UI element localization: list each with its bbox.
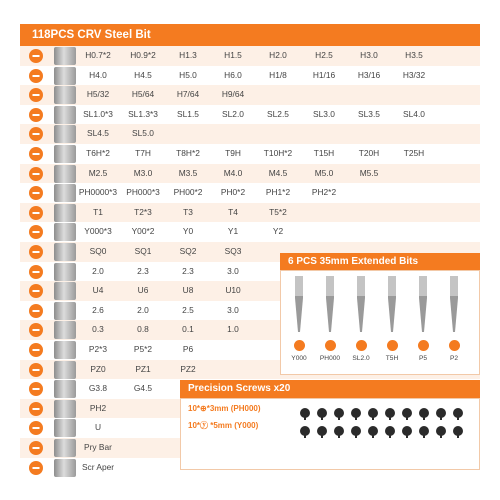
bit-type-icon: [294, 340, 305, 351]
table-cell: H5/32: [86, 89, 110, 100]
table-cell: PH000*3: [126, 187, 160, 198]
table-cell: G4.5: [133, 383, 153, 394]
extended-bit-image: [323, 276, 337, 336]
table-cell: [392, 203, 436, 223]
bit-type-icon: [449, 340, 460, 351]
table-cell: Y000*3: [84, 226, 112, 237]
table-cell: M2.5: [88, 167, 108, 178]
screw-spec-2: 10*ⓨ *5mm (Y000): [188, 421, 259, 430]
table-cell: PZ0: [90, 363, 106, 374]
table-cell: 3.0: [227, 265, 239, 276]
screw-icon: [402, 408, 412, 418]
screw-icon: [300, 408, 310, 418]
table-cell: M3.0: [133, 167, 153, 178]
screw-icon: [300, 426, 310, 436]
table-cell: 0.8: [137, 324, 149, 335]
table-cell: [302, 203, 346, 223]
table-cell: SL5.0: [132, 128, 154, 139]
table-cell: P2*3: [88, 344, 108, 354]
table-row: [20, 85, 480, 105]
screw-icon: [351, 426, 361, 436]
table-cell: SQ1: [134, 246, 152, 256]
table-cell: U10: [225, 285, 241, 296]
table-cell: 2.5: [182, 304, 194, 315]
table-cell: 2.6: [92, 304, 104, 315]
table-cell: [392, 164, 436, 184]
table-cell: H1.3: [179, 50, 197, 60]
bit-image: [54, 419, 76, 437]
table-cell: Scr Aper: [81, 461, 115, 472]
table-cell: [121, 399, 165, 419]
table-cell: U: [94, 422, 102, 433]
table-cell: [256, 85, 300, 105]
table-cell: T8H*2: [176, 148, 200, 158]
table-cell: H7/64: [176, 89, 200, 100]
table-cell: H4.5: [134, 69, 152, 80]
screw-icon: [419, 408, 429, 418]
table-cell: H0.7*2: [85, 50, 111, 60]
table-cell: SL3.0: [313, 108, 335, 119]
screw-icon: [453, 408, 463, 418]
table-cell: T15H: [313, 148, 335, 158]
screws-title: Precision Screws x20: [180, 380, 480, 398]
table-row: [20, 46, 480, 66]
extended-bit-image: [447, 276, 461, 336]
screw-icon: [385, 426, 395, 436]
hex-icon: [28, 48, 44, 64]
star-icon: [28, 342, 44, 358]
table-cell: [347, 124, 391, 144]
table-cell: 2.3: [182, 265, 194, 276]
table-cell: P5*2: [133, 344, 153, 354]
table-cell: T9H: [225, 148, 241, 158]
table-cell: SL1.5: [177, 108, 199, 119]
table-cell: M3.5: [178, 167, 198, 178]
screw-icon: [368, 408, 378, 418]
table-cell: [211, 360, 255, 380]
u-shape-icon: [28, 283, 44, 299]
table-cell: [211, 124, 255, 144]
bit-image: [54, 302, 76, 320]
table-cell: H4.0: [89, 69, 107, 80]
table-cell: PH0*2: [220, 187, 246, 198]
slotted-icon: [28, 107, 44, 123]
table-cell: H5.0: [179, 69, 197, 80]
table-cell: [302, 222, 346, 242]
table-cell: SL3.5: [358, 108, 380, 119]
table-cell: H6.0: [224, 69, 242, 80]
table-cell: H5/64: [131, 89, 155, 100]
table-cell: T10H*2: [263, 148, 293, 158]
table-cell: 2.0: [92, 265, 104, 276]
table-cell: SL1.0*3: [83, 108, 113, 119]
table-row: [20, 183, 480, 203]
table-cell: [302, 124, 346, 144]
table-cell: H3.0: [360, 50, 378, 60]
screw-icon: [436, 426, 446, 436]
table-cell: T3: [183, 206, 193, 217]
extended-bit-image: [416, 276, 430, 336]
table-cell: [347, 85, 391, 105]
table-cell: 2.3: [137, 265, 149, 276]
table-cell: M5.0: [314, 167, 334, 178]
bit-image: [54, 106, 76, 124]
pozi-icon: [28, 362, 44, 378]
table-cell: H0.9*2: [130, 50, 156, 60]
table-cell: [347, 222, 391, 242]
screw-icon: [419, 426, 429, 436]
bit-image: [54, 47, 76, 65]
table-row: [20, 124, 480, 144]
screw-icon: [351, 408, 361, 418]
table-cell: [392, 183, 436, 203]
table-cell: PH0000*3: [78, 187, 118, 198]
bit-image: [54, 361, 76, 379]
bit-image: [54, 184, 76, 202]
screw-spec-1: 10*⊕*3mm (PH000): [188, 404, 261, 413]
table-cell: [302, 85, 346, 105]
bit-image: [54, 165, 76, 183]
screw-icon: [368, 426, 378, 436]
table-cell: PH1*2: [265, 187, 291, 198]
table-cell: H2.5: [315, 50, 333, 60]
table-cell: SL4.5: [87, 128, 109, 139]
extended-bit-label: P5: [418, 355, 428, 362]
metric-icon: [28, 166, 44, 182]
table-cell: M5.5: [359, 167, 379, 178]
table-cell: H3/32: [402, 69, 426, 80]
table-cell: SL4.0: [403, 108, 425, 119]
extended-bit-label: T5H: [385, 355, 399, 362]
table-cell: H1/8: [269, 69, 287, 80]
extended-bit-label: Y000: [291, 355, 307, 362]
table-cell: H1/16: [312, 69, 336, 80]
table-row: [20, 105, 480, 125]
table-cell: P6: [182, 344, 194, 354]
bit-image: [54, 86, 76, 104]
table-cell: [347, 183, 391, 203]
table-cell: H2.0: [269, 50, 287, 60]
table-cell: M4.5: [268, 167, 288, 178]
table-cell: T25H: [403, 148, 425, 158]
table-cell: SQ2: [179, 246, 197, 256]
screw-icon: [334, 408, 344, 418]
table-cell: SQ3: [224, 246, 242, 256]
tri-wing-icon: [28, 224, 44, 240]
table-cell: 2.0: [137, 304, 149, 315]
bit-type-icon: [325, 340, 336, 351]
bit-image: [54, 125, 76, 143]
table-row: [20, 222, 480, 242]
screw-icon: [402, 426, 412, 436]
table-cell: SL2.5: [267, 108, 289, 119]
table-cell: [392, 85, 436, 105]
square-icon: [28, 244, 44, 260]
bit-image: [54, 321, 76, 339]
extended-bit-label: PH000: [319, 355, 341, 362]
table-cell: G3.8: [88, 383, 108, 394]
table-cell: T7H: [135, 148, 151, 158]
bit-image: [54, 263, 76, 281]
table-cell: 0.3: [92, 324, 104, 335]
table-cell: H1.5: [224, 50, 242, 60]
table-cell: H3/16: [357, 69, 381, 80]
bit-image: [54, 243, 76, 261]
torx-hole-icon: [28, 146, 44, 162]
page-title: 118PCS CRV Steel Bit: [20, 24, 480, 46]
bit-image: [54, 439, 76, 457]
table-cell: T1: [93, 206, 103, 217]
table-row: [20, 144, 480, 164]
table-cell: [392, 124, 436, 144]
table-row: [20, 164, 480, 184]
bit-image: [54, 223, 76, 241]
pry-bar-icon: [28, 440, 44, 456]
bit-image: [54, 400, 76, 418]
bit-image: [54, 341, 76, 359]
table-cell: [347, 203, 391, 223]
table-cell: [392, 222, 436, 242]
table-cell: U8: [182, 285, 194, 296]
table-cell: Y2: [272, 226, 284, 237]
table-cell: PH2*2: [311, 187, 337, 198]
extended-bits-title: 6 PCS 35mm Extended Bits: [280, 253, 480, 270]
phillips-icon: [28, 401, 44, 417]
table-cell: M4.0: [223, 167, 243, 178]
table-cell: H3.5: [405, 50, 423, 60]
extended-bit-image: [354, 276, 368, 336]
table-cell: PZ2: [180, 363, 196, 374]
table-cell: T2*3: [134, 206, 152, 217]
slotted-icon: [28, 126, 44, 142]
triangle-icon: [28, 264, 44, 280]
screw-icon: [385, 408, 395, 418]
bit-type-icon: [387, 340, 398, 351]
extended-bit-label: SL2.0: [352, 355, 370, 362]
hex-icon: [28, 68, 44, 84]
extended-bit-image: [385, 276, 399, 336]
scraper-icon: [28, 460, 44, 476]
screw-icon: [317, 408, 327, 418]
table-cell: PH2: [89, 402, 107, 413]
table-cell: H9/64: [221, 89, 245, 100]
table-cell: T20H: [358, 148, 380, 158]
table-cell: T5*2: [269, 206, 287, 217]
table-row: [20, 203, 480, 223]
bit-type-icon: [356, 340, 367, 351]
screw-icon: [317, 426, 327, 436]
table-cell: SL2.0: [222, 108, 244, 119]
extended-bit-image: [292, 276, 306, 336]
screw-icon: [453, 426, 463, 436]
table-cell: Pry Bar: [84, 442, 112, 452]
bit-image: [54, 459, 76, 477]
table-cell: SQ0: [89, 246, 107, 256]
torx-icon: [28, 205, 44, 221]
bit-image: [54, 204, 76, 222]
table-cell: T4: [228, 206, 238, 217]
table-cell: [121, 458, 165, 478]
table-cell: PZ1: [135, 363, 151, 374]
gear-icon: [28, 381, 44, 397]
table-cell: T6H*2: [86, 148, 110, 158]
bit-image: [54, 380, 76, 398]
pentalobe-icon: [28, 303, 44, 319]
table-cell: U4: [92, 285, 104, 296]
table-cell: [121, 438, 165, 458]
bit-image: [54, 145, 76, 163]
table-cell: Y00*2: [131, 226, 155, 237]
table-cell: Y0: [182, 226, 194, 237]
table-cell: 0.1: [182, 324, 194, 335]
spanner-icon: [28, 322, 44, 338]
bit-image: [54, 67, 76, 85]
table-cell: [256, 124, 300, 144]
phillips-icon: [28, 185, 44, 201]
table-cell: [211, 340, 255, 360]
table-cell: 1.0: [227, 324, 239, 335]
table-row: [20, 66, 480, 86]
table-cell: SL1.3*3: [128, 108, 158, 119]
bit-image: [54, 282, 76, 300]
table-cell: [166, 124, 210, 144]
table-cell: 3.0: [227, 304, 239, 315]
extended-bit-label: P2: [449, 355, 459, 362]
screw-icon: [334, 426, 344, 436]
hex-icon: [28, 87, 44, 103]
u-shape-icon: [28, 420, 44, 436]
table-cell: U6: [137, 285, 149, 296]
table-cell: [121, 418, 165, 438]
table-cell: Y1: [227, 226, 239, 237]
table-cell: PH00*2: [173, 187, 203, 198]
bit-type-icon: [418, 340, 429, 351]
screw-icon: [436, 408, 446, 418]
